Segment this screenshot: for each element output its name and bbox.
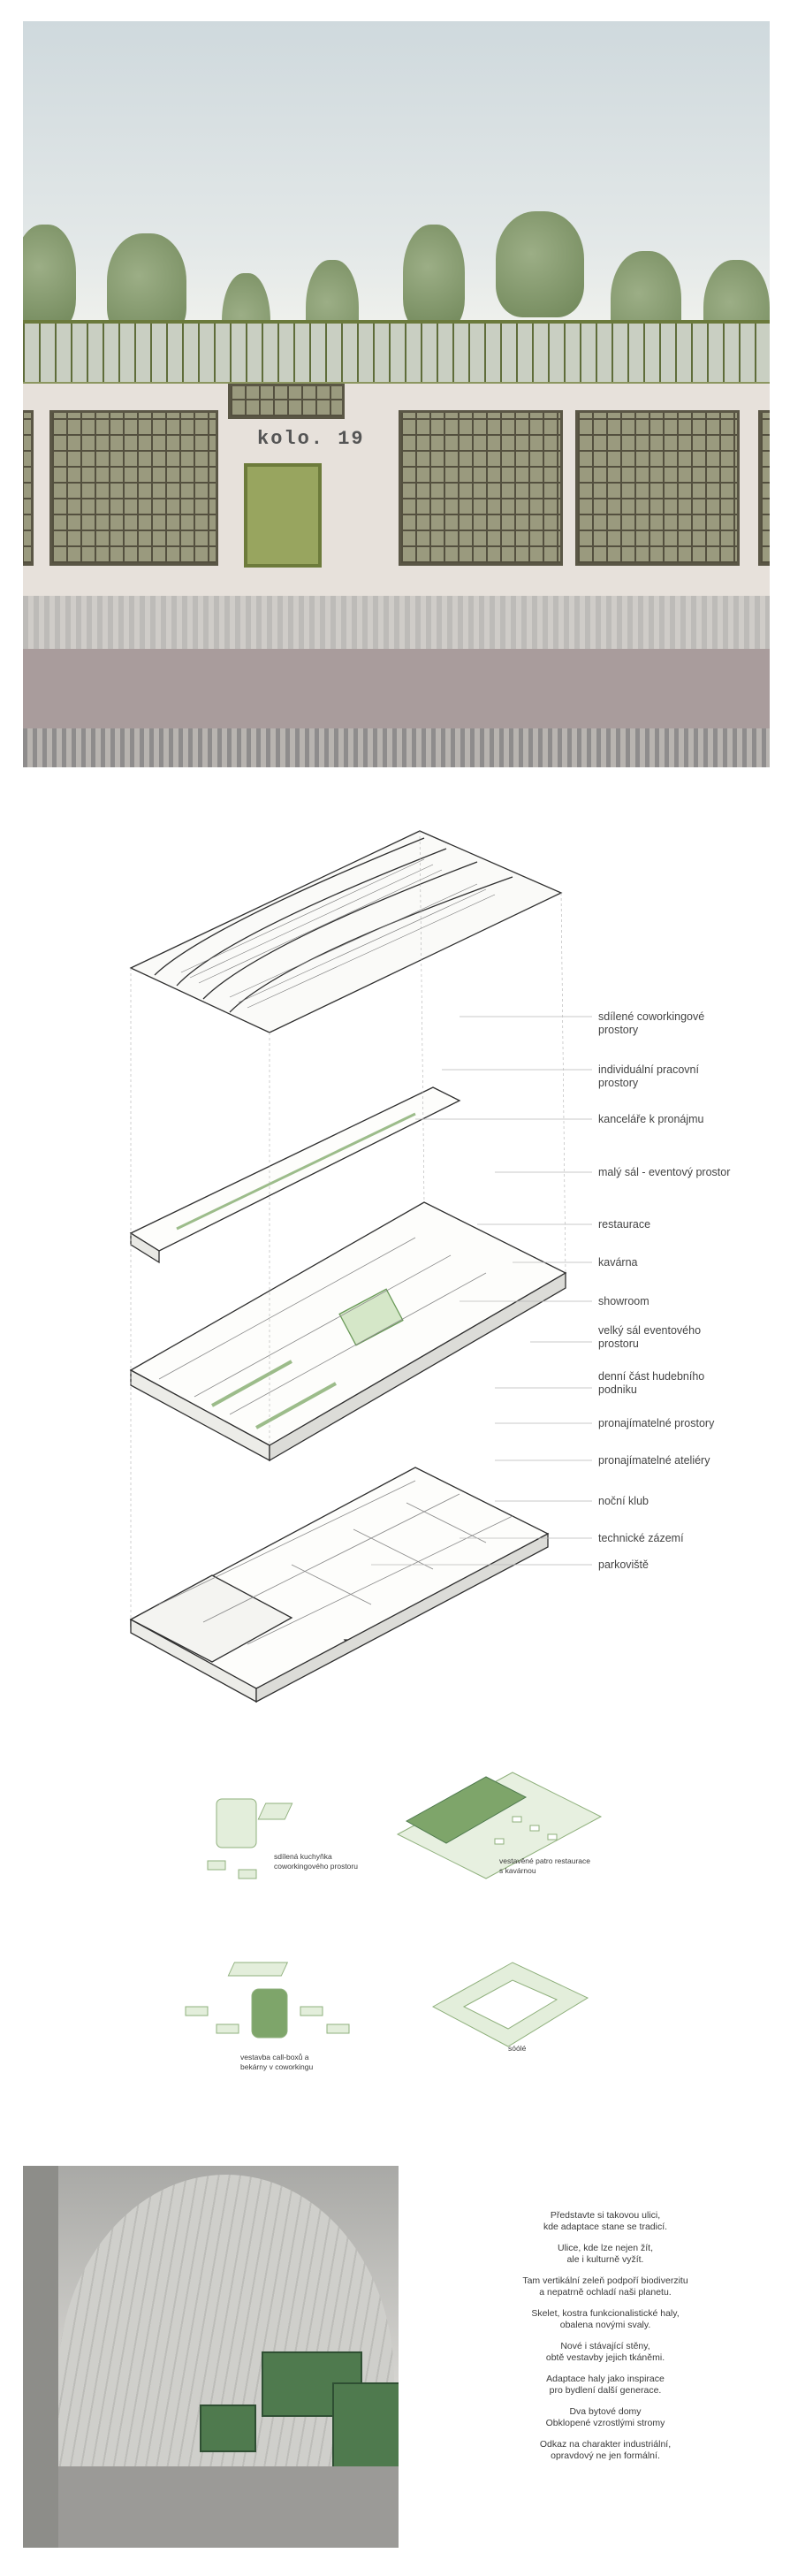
window bbox=[49, 410, 218, 566]
floor bbox=[23, 2466, 399, 2548]
manifesto-paragraph: Ulice, kde lze nejen žít, ale i kulturně vyžít. bbox=[558, 2243, 653, 2265]
axo-label: technické zázemí bbox=[598, 1532, 684, 1544]
window bbox=[399, 410, 563, 566]
window bbox=[228, 384, 345, 419]
vignette-restaurace-floor bbox=[380, 1755, 619, 1887]
facade-wall bbox=[23, 384, 770, 596]
manifesto-paragraph: Tam vertikální zeleň podpoří biodiverzitu a nepatrně ochladí naši planetu. bbox=[522, 2275, 688, 2298]
vignette-label: vestavěné patro restaurace s kavárnou bbox=[499, 1856, 591, 1875]
axo-label: pronajímatelné prostory bbox=[598, 1417, 715, 1429]
axo-label: parkoviště bbox=[598, 1559, 649, 1571]
tree bbox=[23, 225, 76, 331]
axo-label: velký sál eventového prostoru bbox=[598, 1324, 702, 1350]
market-stall bbox=[200, 2405, 256, 2452]
axo-label: sdílené coworkingové prostory bbox=[598, 1010, 705, 1036]
manifesto-paragraph: Dva bytové domy Obklopené vzrostlými stromy bbox=[545, 2406, 665, 2428]
manifesto-paragraph: Adaptace haly jako inspirace pro bydlení další generace. bbox=[546, 2374, 665, 2396]
window bbox=[575, 410, 740, 566]
vignette-call-boxes bbox=[177, 1954, 389, 2086]
window bbox=[23, 410, 34, 566]
column bbox=[23, 2166, 58, 2548]
glazed-roof bbox=[23, 320, 770, 387]
vignette-label: vestavba call-boxů a bekárny v coworkingu bbox=[240, 2053, 314, 2071]
road bbox=[23, 649, 770, 728]
manifesto-paragraph: Představte si takovou ulici, kde adaptace stane se tradicí. bbox=[543, 2210, 668, 2232]
axo-label: individuální pracovní prostory bbox=[598, 1063, 699, 1089]
vignette-label: sdílená kuchyňka coworkingového prostoru bbox=[274, 1852, 358, 1871]
manifesto-paragraph: Skelet, kostra funkcionalistické haly, obalena novými svaly. bbox=[531, 2308, 680, 2330]
exterior-render bbox=[23, 21, 770, 767]
vignette-shared-kitchen bbox=[199, 1786, 358, 1892]
entrance-door bbox=[244, 463, 322, 568]
manifesto-text bbox=[495, 2210, 716, 2472]
kitchen-drawing bbox=[199, 1786, 358, 1892]
tree bbox=[403, 225, 465, 331]
podium-drawing bbox=[415, 1945, 601, 2073]
axo-label: malý sál - eventový prostor bbox=[598, 1166, 731, 1178]
manifesto-paragraph: Odkaz na charakter industriální, opravdový ne jen formální. bbox=[539, 2439, 672, 2461]
axo-label: kavárna bbox=[598, 1256, 638, 1269]
axo-label: showroom bbox=[598, 1295, 649, 1307]
axo-label: restaurace bbox=[598, 1218, 651, 1231]
vignette-label: sóólé bbox=[508, 2044, 527, 2053]
axo-label: noční klub bbox=[598, 1495, 649, 1507]
market-stall bbox=[332, 2382, 399, 2470]
axo-label: denní část hudebního podniku bbox=[598, 1370, 705, 1396]
vignette-podium bbox=[415, 1945, 601, 2073]
cobblestones bbox=[23, 728, 770, 767]
interior-render bbox=[23, 2166, 399, 2548]
tree bbox=[496, 211, 584, 317]
exploded-axonometric bbox=[0, 796, 790, 1733]
axo-label: pronajímatelné ateliéry bbox=[598, 1454, 710, 1467]
pavement bbox=[23, 596, 770, 649]
manifesto-paragraph: Nové i stávající stěny, obtě vestavby jejich tkáněmi. bbox=[545, 2341, 665, 2363]
axo-label: kanceláře k pronájmu bbox=[598, 1113, 704, 1125]
window bbox=[758, 410, 770, 566]
building-sign: kolo. 19 bbox=[257, 428, 365, 450]
